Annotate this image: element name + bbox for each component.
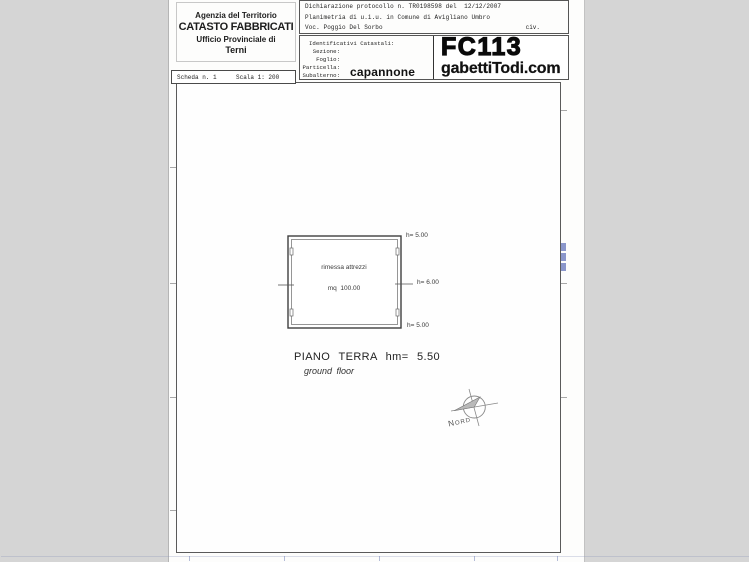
field-subalterno: Subalterno:	[302, 72, 340, 79]
sheet-scale: Scala 1: 200	[236, 74, 280, 81]
field-particella: Particella:	[302, 64, 340, 71]
fold-tick	[170, 510, 176, 511]
height-label-middle: h= 6.00	[417, 279, 439, 286]
fold-tick	[474, 556, 475, 561]
wall-notch	[290, 309, 293, 316]
wall-notch	[396, 309, 399, 316]
watermark-box	[433, 33, 568, 79]
watermark-code: FC113	[441, 33, 523, 61]
declaration-protocol: Dichiarazione protocollo n. TR0198598 del 12/12/2007	[305, 3, 502, 10]
agency-header-box	[176, 2, 296, 62]
declaration-civ: civ.	[525, 24, 540, 31]
declaration-box	[299, 0, 569, 34]
fold-tick	[379, 556, 380, 561]
cadastral-title: Identificativi Catastali:	[309, 40, 395, 47]
watermark-site: gabettiTodi.com	[441, 60, 561, 77]
fold-tick	[189, 556, 190, 561]
sheet-info-box	[171, 70, 296, 84]
room-label: rimessa attrezzi	[321, 264, 367, 271]
declaration-planimetria: Planimetria di u.i.u. in Comune di Avigliano Umbro	[305, 14, 491, 21]
height-label-top: h= 5.00	[406, 232, 428, 239]
agency-line1: Agenzia del Territorio	[195, 11, 277, 20]
document-page	[168, 0, 585, 562]
cadastral-ids-box	[299, 35, 569, 80]
fold-tick	[561, 110, 567, 111]
floor-plan-drawing	[271, 222, 421, 340]
agency-line4: Terni	[225, 45, 247, 55]
scan-artifact-line	[1, 556, 749, 557]
agency-line2: CATASTO FABBRICATI	[178, 21, 294, 33]
height-label-bottom: h= 5.00	[407, 322, 429, 329]
subalterno-handwritten-value: capannone	[350, 65, 416, 79]
sheet-number: Scheda n. 1	[177, 74, 217, 81]
fold-tick	[170, 167, 176, 168]
north-label: Nord	[447, 414, 472, 429]
room-area-label: mq 100.00	[327, 285, 361, 292]
fold-tick	[284, 556, 285, 561]
fold-tick	[561, 283, 567, 284]
blue-stamp-marks	[560, 243, 567, 277]
agency-line3: Ufficio Provinciale di	[196, 35, 276, 44]
declaration-address: Voc. Poggio Del Sorbo	[305, 24, 383, 31]
field-foglio: Foglio:	[316, 56, 340, 63]
fold-tick	[170, 397, 176, 398]
fold-tick	[561, 397, 567, 398]
wall-notch	[290, 248, 293, 255]
fold-tick	[557, 556, 558, 561]
fold-tick	[170, 283, 176, 284]
floor-title: PIANO TERRA hm= 5.50	[294, 351, 440, 363]
field-sezione: Sezione:	[312, 48, 340, 55]
wall-notch	[396, 248, 399, 255]
floor-subtitle: ground floor	[304, 366, 355, 376]
